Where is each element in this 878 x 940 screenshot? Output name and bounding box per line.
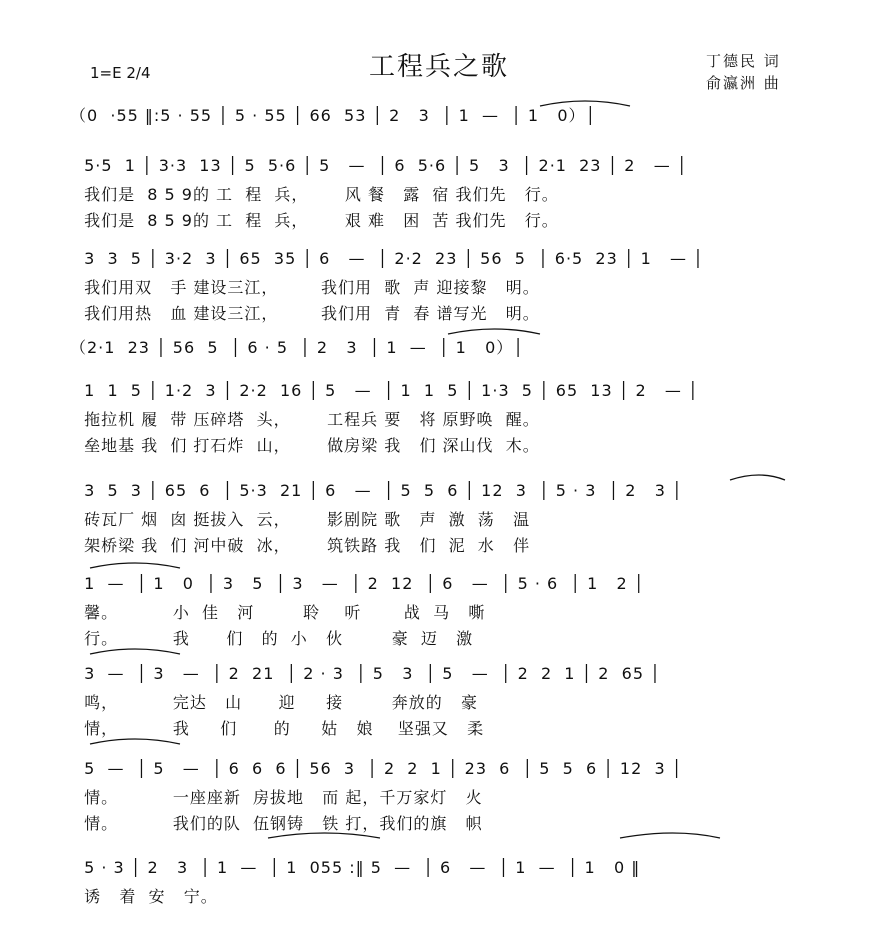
notation-line: 5 · 3 │ 2 3 │ 1 — │ 1 055 :‖ 5 — │ 6 — │ 1 — │ 1 0 ‖	[78, 858, 641, 877]
lyrics-verse-1: 我们是 8 5 9的 工 程 兵， 风 餐 露 宿 我们先 行。	[78, 185, 559, 204]
lyricist-credit: 丁德民 词	[706, 52, 781, 70]
lyrics-verse-1: 情。 一座座新 房拔地 而 起，千万家灯 火	[78, 788, 483, 807]
lyrics-verse-2: 我们是 8 5 9的 工 程 兵， 艰 难 困 苦 我们先 行。	[78, 211, 559, 230]
lyrics-verse-2: 我们用热 血 建设三江， 我们用 青 春 谱写光 明。	[78, 304, 540, 323]
lyrics-verse-1: 馨。 小 佳 河 聆 听 战 马 嘶	[78, 603, 486, 622]
lyrics-verse-2: 垒地基 我 们 打石炸 山， 做房梁 我 们 深山伐 木。	[78, 436, 540, 455]
lyrics-verse-1: 鸣， 完达 山 迎 接 奔放的 豪	[78, 693, 479, 712]
lyrics-verse-1: 拖拉机 履 带 压碎塔 头， 工程兵 要 将 原野唤 醒。	[78, 410, 540, 429]
lyrics-verse-1: 砖瓦厂 烟 囱 挺拔入 云， 影剧院 歌 声 激 荡 温	[78, 510, 531, 529]
composer-credit: 俞瀛洲 曲	[706, 74, 781, 92]
lyrics-verse-2: 架桥梁 我 们 河中破 冰， 筑铁路 我 们 泥 水 伴	[78, 536, 531, 555]
lyrics-verse-2: 行。 我 们 的 小 伙 豪 迈 激	[78, 629, 474, 648]
notation-line: 3 5 3 │ 65 6 │ 5·3 21 │ 6 — │ 5 5 6 │ 12 3 │ 5 · 3 │ 2 3 │	[78, 481, 683, 500]
song-title: 工程兵之歌	[368, 52, 509, 82]
notation-line: 5·5 1 │ 3·3 13 │ 5 5·6 │ 5 — │ 6 5·6 │ 5 3 │ 2·1 23 │ 2 — │	[78, 156, 688, 175]
lyrics-verse-2: 情。 我们的队 伍钢铸 铁 打，我们的旗 帜	[78, 814, 483, 833]
notation-line: 3 — │ 3 — │ 2 21 │ 2 · 3 │ 5 3 │ 5 — │ 2 2 1 │ 2 65 │	[78, 664, 661, 683]
notation-line: （0 ·55 ‖:5 · 55 │ 5 · 55 │ 66 53 │ 2 3 │ 1 — │ 1 0）│	[70, 106, 597, 125]
lyrics-verse-1: 我们用双 手 建设三江， 我们用 歌 声 迎接黎 明。	[78, 278, 540, 297]
notation-line: 1 — │ 1 0 │ 3 5 │ 3 — │ 2 12 │ 6 — │ 5 · 6 │ 1 2 │	[78, 574, 645, 593]
key-time-signature: 1=E 2/4	[90, 64, 151, 82]
notation-line: （2·1 23 │ 56 5 │ 6 · 5 │ 2 3 │ 1 — │ 1 0）│	[70, 338, 524, 357]
notation-line: 5 — │ 5 — │ 6 6 6 │ 56 3 │ 2 2 1 │ 23 6 │ 5 5 6 │ 12 3 │	[78, 759, 683, 778]
lyrics-verse-2: 情， 我 们 的 姑 娘 坚强又 柔	[78, 719, 485, 738]
lyrics-verse-1: 诱 着 安 宁。	[78, 887, 218, 906]
notation-line: 3 3 5 │ 3·2 3 │ 65 35 │ 6 — │ 2·2 23 │ 56 5 │ 6·5 23 │ 1 — │	[78, 249, 704, 268]
notation-line: 1 1 5 │ 1·2 3 │ 2·2 16 │ 5 — │ 1 1 5 │ 1·3 5 │ 65 13 │ 2 — │	[78, 381, 699, 400]
